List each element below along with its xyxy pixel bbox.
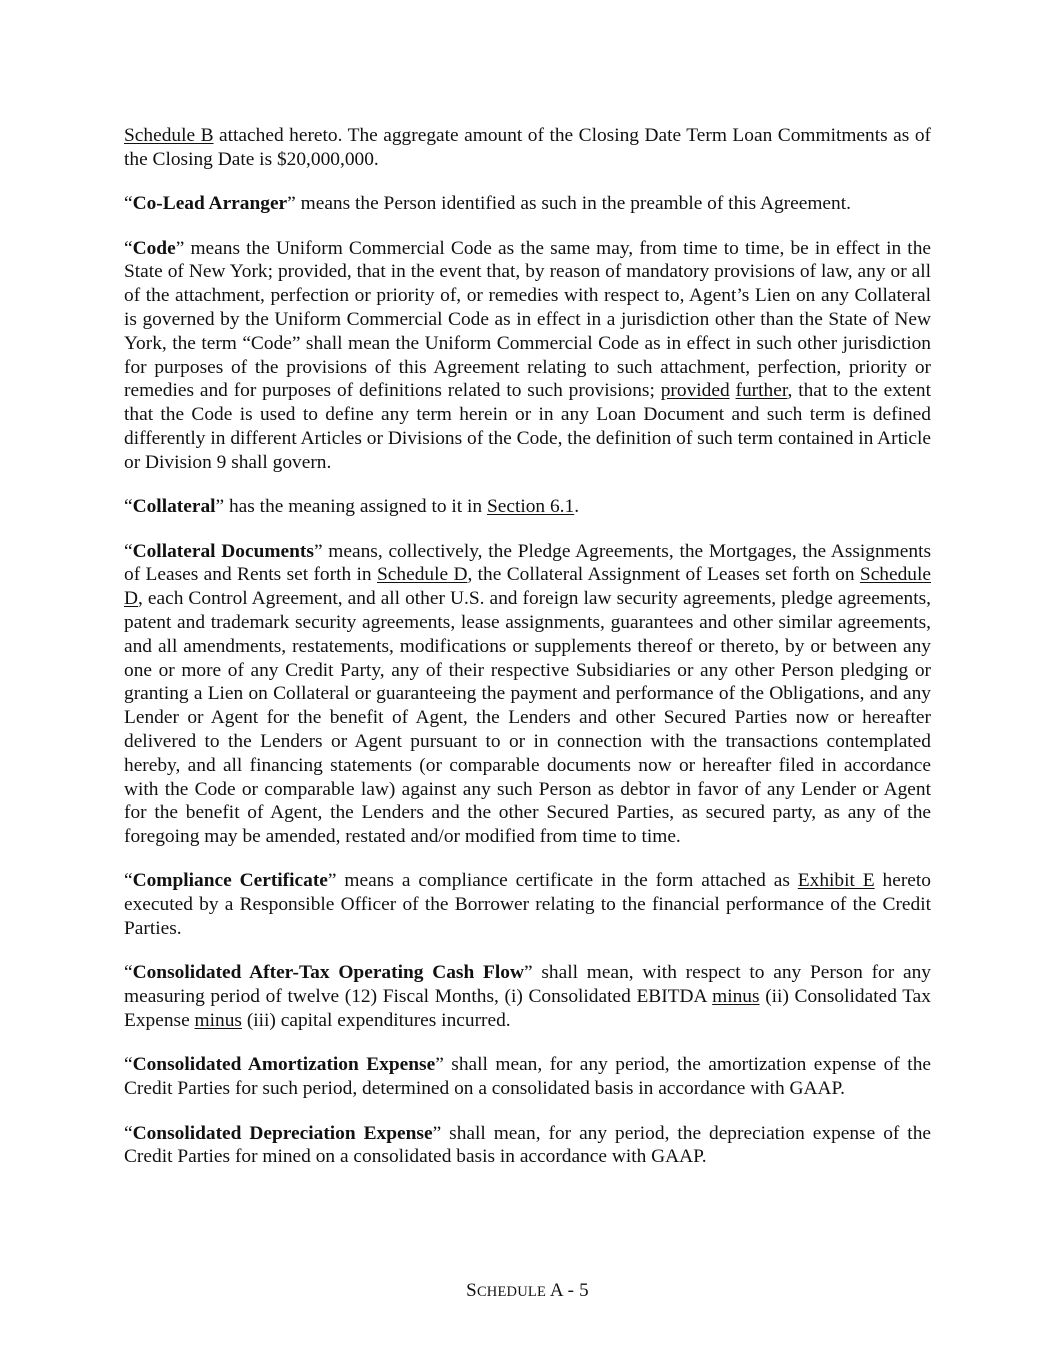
- defined-term: Collateral Documents: [132, 540, 314, 562]
- definition-collateral-documents: “Collateral Documents” means, collectively, the Pledge Agreements, the Mortgages, the Assignments of Leases and Rents set forth in Schedule D, the Collateral Assignment of Leases set forth on Schedule D, each Control Agreement, and all other U.S. and foreign law security agreements, pledge agreements, patent and trademark security agreements, lease assignments, guarantees and other similar agreements, and all amendments, restatements, modifications or supplements thereof or thereto, by or between any one or more of any Credit Party, any of their respective Subsidiaries or any other Person pledging or granting a Lien on Collateral or guaranteeing the payment and performance of the Obligations, and any Lender or Agent for the benefit of Agent, the Lenders and other Secured Parties now or hereafter delivered to the Lenders or Agent pursuant to or in connection with the transactions contemplated hereby, and all financing statements (or comparable documents now or hereafter filed in accordance with the Code or comparable law) against any such Person as debtor in favor of any Lender or Agent for the benefit of Agent, the Lenders and the other Secured Parties, as secured party, as any of the foregoing may be amended, restated and/or modified from time to time.: [124, 540, 932, 848]
- exhibit-e-reference: Exhibit E: [797, 870, 875, 892]
- definition-text: shall mean, with respect to any Person for any measuring period of twelve (12) Fiscal Months, (i) Consolidated EBITDA: [124, 962, 931, 1008]
- schedule-d-reference-2: Schedule D: [124, 564, 931, 610]
- definition-text-continued: (ii) Consolidated Tax Expense: [124, 986, 931, 1032]
- further-emphasis: further: [735, 380, 788, 402]
- definition-text-end: .: [574, 496, 580, 518]
- definition-text-continued: , the Collateral Assignment of Leases set forth on: [467, 564, 860, 586]
- definition-consolidated-depreciation-expense: “Consolidated Depreciation Expense” shall mean, for any period, the depreciation expense of the Credit Parties for mined on a consolidated basis in accordance with GAAP.: [124, 1122, 931, 1168]
- footer-schedule-letter: A: [549, 1280, 563, 1301]
- definition-collateral: “Collateral” has the meaning assigned to it in Section 6.1.: [124, 496, 580, 518]
- footer-page-number: - 5: [562, 1280, 589, 1301]
- definition-code: “Code” means the Uniform Commercial Code as the same may, from time to time, be in effect in the State of New York; provided, that in the event that, by reason of mandatory provisions of law, any or all of the attachment, perfection or priority of, or remedies with respect to, Agent’s Lien on any Collateral is governed by the Uniform Commercial Code as in effect in a jurisdiction other than the State of New York, the term “Code” shall mean the Uniform Commercial Code as in effect in such other jurisdiction for purposes of the provisions of this Agreement relating to such attachment, perfection, priority or remedies and for purposes of definitions related to such provisions; provided further, that to the extent that the Code is used to define any term herein or in any Loan Document and such term is defined differently in different Articles or Divisions of the Code, the definition of such term contained in Article or Division 9 shall govern.: [124, 237, 931, 473]
- defined-term: Consolidated Amortization Expense: [132, 1054, 436, 1076]
- definition-co-lead-arranger: “Co-Lead Arranger” means the Person identified as such in the preamble of this Agreement.: [124, 193, 851, 215]
- definition-text-continued: , that to the extent that the Code is used to define any term herein or in any Loan Document and such term is defined differently in different Articles or Divisions of the Code, the definition of such term contained in Article or Division 9 shall govern.: [124, 380, 931, 473]
- definition-consolidated-after-tax-operating-cash-flow: “Consolidated After-Tax Operating Cash Flow” shall mean, with respect to any Person for any measuring period of twelve (12) Fiscal Months, (i) Consolidated EBITDA minus (ii) Consolidated Tax Expense minus (iii) capital expenditures incurred.: [124, 962, 931, 1032]
- defined-term: Consolidated Depreciation Expense: [132, 1122, 433, 1144]
- paragraph-closing-date-commitments: [124, 124, 931, 172]
- definition-text: has the meaning assigned to it in: [224, 496, 487, 518]
- definition-text-end: (iii) capital expenditures incurred.: [241, 1010, 511, 1032]
- paragraph-text: attached hereto. The aggregate amount of the Closing Date Term Loan Commitments as of the Closing Date is $20,000,000.: [124, 125, 931, 170]
- defined-term: Consolidated After-Tax Operating Cash Flow: [132, 962, 524, 984]
- footer-initial: S: [466, 1280, 477, 1301]
- definition-text: means the Person identified as such in the preamble of this Agreement.: [295, 193, 851, 215]
- definition-compliance-certificate: “Compliance Certificate” means a compliance certificate in the form attached as Exhibit E hereto executed by a Responsible Officer of the Borrower relating to the financial performance of the Credit Parties.: [124, 870, 931, 940]
- definition-text: means the Uniform Commercial Code as the same may, from time to time, be in effect in the State of New York; provided, that in the event that, by reason of mandatory provisions of law, any or all of the attachment, perfection or priority of, or remedies with respect to, Agent’s Lien on any Collateral is governed by the Uniform Commercial Code as in effect in a jurisdiction other than the State of New York, the term “Code” shall mean the Uniform Commercial Code as in effect in such other jurisdiction for purposes of the provisions of this Agreement relating to such attachment, perfection, priority or remedies and for purposes of definitions related to such provisions;: [124, 237, 931, 402]
- definition-text: shall mean, for any period, the amortization expense of the Credit Parties for such period, determined on a consolidated basis in accordance with GAAP.: [124, 1054, 931, 1100]
- schedule-d-reference: Schedule D: [377, 564, 468, 586]
- definition-text-end: hereto executed by a Responsible Officer of the Borrower relating to the financial performance of the Credit Parties.: [124, 870, 931, 940]
- defined-term: Co-Lead Arranger: [132, 193, 288, 215]
- definition-text-end: , each Control Agreement, and all other U.S. and foreign law security agreements, pledge agreements, patent and trademark security agreements, lease assignments, guarantees and other similar agreements, and all amendments, restatements, modifications or supplements thereof or thereto, by or between any one or more of any Credit Party, any of their respective Subsidiaries or any other Person pledging or granting a Lien on Collateral or guaranteeing the payment and performance of the Obligations, and any Lender or Agent for the benefit of Agent, the Lenders and other Secured Parties now or hereafter delivered to the Lenders or Agent pursuant to or in connection with the transactions contemplated hereby, and all financing statements (or comparable documents now or hereafter filed in accordance with the Code or comparable law) against any such Person as debtor in favor of any Lender or Agent for the benefit of Agent, the Lenders and the other Secured Parties, as secured party, as any of the foregoing may be amended, restated and/or modified from time to time.: [124, 588, 931, 848]
- definition-text: means, collectively, the Pledge Agreements, the Mortgages, the Assignments of Leases and Rents set forth in: [124, 540, 932, 586]
- footer-small-caps: CHEDULE: [476, 1284, 550, 1300]
- section-reference: Section 6.1: [486, 496, 575, 518]
- defined-term: Collateral: [132, 496, 216, 518]
- definition-consolidated-amortization-expense: “Consolidated Amortization Expense” shall mean, for any period, the amortization expense of the Credit Parties for such period, determined on a consolidated basis in accordance with GAAP.: [124, 1054, 931, 1100]
- definition-text: means a compliance certificate in the form attached as: [336, 870, 798, 892]
- provided-emphasis: provided: [660, 380, 730, 402]
- defined-term: Code: [132, 237, 176, 259]
- document-body: [124, 124, 931, 1190]
- minus-emphasis: minus: [712, 986, 760, 1008]
- minus-emphasis-2: minus: [194, 1010, 242, 1032]
- schedule-b-reference: Schedule B: [124, 125, 214, 146]
- defined-term: Compliance Certificate: [132, 870, 328, 892]
- page-footer: [0, 1280, 1055, 1302]
- definition-text: shall mean, for any period, the depreciation expense of the Credit Parties for mined on a consolidated basis in accordance with GAAP.: [124, 1122, 931, 1168]
